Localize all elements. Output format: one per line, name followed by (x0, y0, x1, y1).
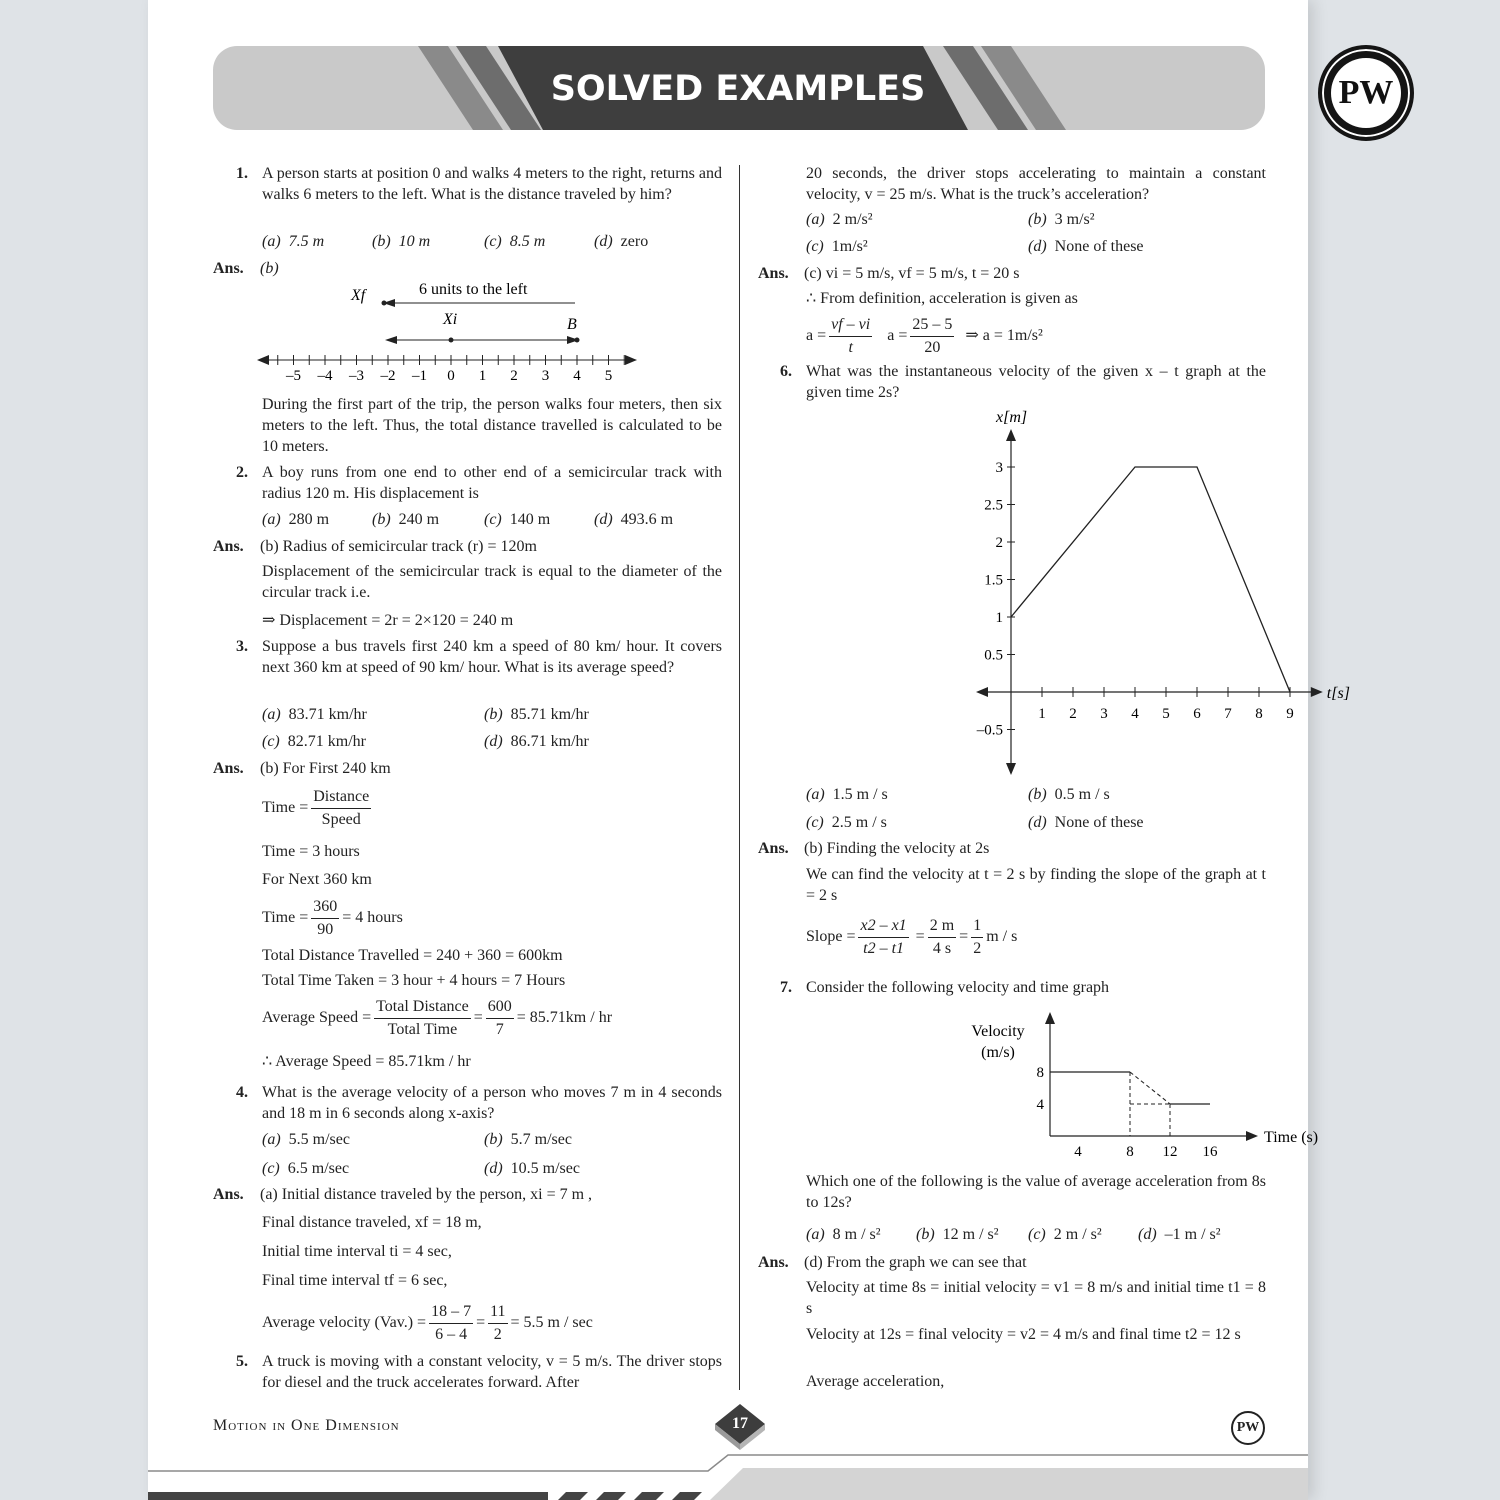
q6-x-tick-label: 9 (1286, 706, 1294, 722)
q7-x-tick-label: 12 (1162, 1144, 1178, 1160)
q7-option-b: (b) 12 m / s² (916, 1226, 999, 1243)
q1-text: A person starts at position 0 and walks 4 meters to the right, returns and walks 6 meters to the left. What is the distance traveled by him? (262, 165, 722, 203)
header-title: SOLVED EXAMPLES (550, 69, 926, 109)
q1-number: 1. (236, 165, 248, 182)
q5-def: ∴ From definition, acceleration is given as (806, 290, 1078, 307)
q7-x-tick-label: 16 (1202, 1144, 1218, 1160)
q6-x-tick-label: 8 (1255, 706, 1263, 722)
q1-tick-label: 4 (573, 368, 581, 384)
q3-ans: (b) For First 240 km (260, 760, 391, 777)
q1-tick-label: 0 (447, 368, 455, 384)
q7-y-label-line2: (m/s) (981, 1044, 1015, 1061)
q6-x-axis-arrow-right (1311, 687, 1323, 697)
q7-ans-label: Ans. (758, 1254, 789, 1271)
footer-decoration (148, 1440, 1308, 1500)
q7-line2: Velocity at 12s = final velocity = v2 = 4 m/s and final time t2 = 12 s (806, 1326, 1241, 1343)
textbook-page (148, 0, 1350, 1500)
q7-number: 7. (780, 979, 792, 996)
q7-x-label: Time (s) (1264, 1129, 1319, 1146)
q6-number: 6. (780, 363, 792, 380)
q6-ans-label: Ans. (758, 840, 789, 857)
q6-x-tick-label: 7 (1224, 706, 1232, 722)
q1-option-b: (b) 10 m (372, 233, 431, 250)
q4-line3: Final time interval tf = 6 sec, (262, 1272, 448, 1289)
q2-explain: Displacement of the semicircular track is equal to the diameter of the circular track i.e. (262, 563, 722, 601)
q7-line3: Average acceleration, (806, 1373, 945, 1390)
q7-x-tick-label: 8 (1126, 1144, 1134, 1160)
q1-fig-b: B (567, 316, 577, 333)
q1-tick-label: 2 (510, 368, 518, 384)
q2-text: A boy runs from one end to other end of a semicircular track with radius 120 m. His displacement is (262, 464, 722, 502)
q6-explain: We can find the velocity at t = 2 s by finding the slope of the graph at t = 2 s (806, 866, 1266, 904)
q6-y-tick-label: 1.5 (984, 572, 1003, 589)
q1-number-line-figure (253, 275, 653, 390)
q1-option-c: (c) 8.5 m (484, 233, 546, 250)
q7-y-axis-arrow (1045, 1012, 1055, 1024)
q4-option-a: (a) 5.5 m/sec (262, 1131, 350, 1148)
q5-ans-label: Ans. (758, 265, 789, 282)
q2-option-b: (b) 240 m (372, 511, 440, 528)
q6-y-axis-arrow-down (1006, 763, 1016, 775)
q6-y-tick-label: 2.5 (984, 497, 1003, 514)
q3-text: Suppose a bus travels first 240 km a speed of 80 km/ hour. It covers next 360 km at speed of 90 km/ hour. What is its average speed? (262, 638, 722, 676)
q5-option-c: (c) 1m/s² (806, 238, 868, 255)
q5-ans: (c) vi = 5 m/s, vf = 5 m/s, t = 20 s (804, 265, 1020, 282)
q3-final: ∴ Average Speed = 85.71km / hr (262, 1053, 471, 1070)
q7-option-d: (d) –1 m / s² (1138, 1226, 1221, 1243)
q2-number: 2. (236, 464, 248, 481)
q6-x-tick-label: 4 (1131, 706, 1139, 722)
q5-option-a: (a) 2 m/s² (806, 211, 873, 228)
q3-time2-formula: Time = $\frac{360}{90}$ = 4 hours (262, 898, 403, 938)
footer-chapter: Motion in One Dimension (213, 1417, 400, 1434)
q6-x-label: t[s] (1326, 685, 1350, 702)
q6-y-label: x[m] (996, 409, 1028, 426)
q1-option-d: (d) zero (594, 233, 649, 250)
q3-number: 3. (236, 638, 248, 655)
q5-option-b: (b) 3 m/s² (1028, 211, 1095, 228)
q3-total-dist: Total Distance Travelled = 240 + 360 = 600km (262, 947, 563, 964)
q4-option-c: (c) 6.5 m/sec (262, 1160, 350, 1177)
q7-y-label-line1: Velocity (971, 1023, 1025, 1040)
q2-option-a: (a) 280 m (262, 511, 330, 528)
q1-explain: During the first part of the trip, the person walks four meters, then six meters to the left. Thus, the total distance travelled is calculated to be 10 meters. (262, 396, 722, 455)
q6-xt-graph (818, 400, 1350, 775)
q4-ans-label: Ans. (213, 1186, 244, 1203)
q6-option-b: (b) 0.5 m / s (1028, 786, 1110, 803)
footer-page-number: 17 (732, 1415, 748, 1432)
q2-result: ⇒ Displacement = 2r = 2×120 = 240 m (262, 612, 514, 629)
q1-ans: (b) (260, 260, 279, 277)
q3-option-a: (a) 83.71 km/hr (262, 706, 367, 723)
q1-fig-xf: Xf (351, 287, 366, 304)
q5-text-part2: 20 seconds, the driver stops accelerating to maintain a constant velocity, v = 25 m/s. What is the truck’s acceleration? (806, 165, 1266, 203)
q3-option-b: (b) 85.71 km/hr (484, 706, 589, 723)
q4-number: 4. (236, 1084, 248, 1101)
q1-tick-label: 3 (541, 368, 550, 384)
q6-x-tick-label: 2 (1069, 706, 1077, 722)
q1-tick-label: 5 (604, 368, 613, 384)
q4-text: What is the average velocity of a person who moves 7 m in 4 seconds and 18 m in 6 seconds along x-axis? (262, 1084, 722, 1122)
q6-y-tick-label: 3 (995, 460, 1003, 476)
q5-number: 5. (236, 1353, 248, 1370)
q3-time1: Time = 3 hours (262, 843, 360, 860)
q4-ans: (a) Initial distance traveled by the person, xi = 7 m , (260, 1186, 593, 1203)
q7-y-tick-label: 8 (1036, 1065, 1044, 1081)
q3-option-c: (c) 82.71 km/hr (262, 733, 366, 750)
q5-acc-formula: a = $\frac{vf - vi}{t}$ a = $\frac{25 - 5}{20}$ ⇒ a = 1m/s² (806, 316, 1043, 356)
q1-ans-label: Ans. (213, 260, 244, 277)
q1-tick-label: –2 (380, 368, 396, 384)
footer-logo: PW (1231, 1411, 1265, 1445)
q1-tick-label: –5 (286, 368, 301, 384)
q1-fig-label-top: 6 units to the left (419, 281, 528, 298)
q4-line1: Final distance traveled, xf = 18 m, (262, 1214, 482, 1231)
q2-ans-label: Ans. (213, 538, 244, 555)
q1-tick-label: –1 (412, 368, 427, 384)
q1-tick-label: –4 (317, 368, 333, 384)
q7-x-tick-label: 4 (1074, 1144, 1082, 1160)
q4-line2: Initial time interval ti = 4 sec, (262, 1243, 452, 1260)
q6-option-d: (d) None of these (1028, 814, 1144, 831)
pw-logo-text: PW (1331, 58, 1401, 128)
q1-tick-label: 1 (478, 368, 487, 384)
q3-option-d: (d) 86.71 km/hr (484, 733, 589, 750)
q5-text-part1: A truck is moving with a constant velocity, v = 5 m/s. The driver stops for diesel and the truck accelerates forward. After (262, 1353, 722, 1391)
q6-option-c: (c) 2.5 m / s (806, 814, 887, 831)
q6-x-tick-label: 6 (1193, 706, 1201, 722)
q1-tick-label: –3 (349, 368, 364, 384)
q7-segment-transition (1130, 1072, 1170, 1104)
q6-ans: (b) Finding the velocity at 2s (804, 840, 990, 857)
q7-line1: Velocity at time 8s = initial velocity = v1 = 8 m/s and initial time t1 = 8 s (806, 1279, 1266, 1317)
q6-y-tick-label: 0.5 (984, 647, 1003, 664)
q2-option-c: (c) 140 m (484, 511, 551, 528)
q1-fig-xi: Xi (443, 311, 458, 328)
q6-y-tick-label: 2 (995, 535, 1003, 551)
q6-x-tick-label: 1 (1038, 706, 1046, 722)
q6-line-series (1011, 467, 1290, 692)
q2-option-d: (d) 493.6 m (594, 511, 674, 528)
q7-text: Consider the following velocity and time graph (806, 979, 1110, 996)
q7-y-tick-label: 4 (1036, 1097, 1044, 1113)
q6-x-tick-label: 5 (1162, 706, 1170, 722)
q6-option-a: (a) 1.5 m / s (806, 786, 888, 803)
q7-ans: (d) From the graph we can see that (804, 1254, 1027, 1271)
q5-option-d: (d) None of these (1028, 238, 1144, 255)
q4-option-d: (d) 10.5 m/sec (484, 1160, 580, 1177)
q6-y-tick-label: –0.5 (976, 722, 1003, 739)
q7-x-axis-arrow (1246, 1131, 1258, 1141)
q6-x-tick-label: 3 (1100, 706, 1108, 722)
q3-total-time: Total Time Taken = 3 hour + 4 hours = 7 Hours (262, 972, 566, 989)
q3-ans-label: Ans. (213, 760, 244, 777)
column-divider (739, 165, 740, 1390)
q6-slope-formula: Slope = $\frac{x2 - x1}{t2 - t1}$ = $\frac{2 m}{4 s}$ = $\frac{1}{2}$ m / s (806, 917, 1018, 957)
q3-avg-formula: Average Speed = $\frac{\text{Total Distance}}{\text{Total Time}}$ = $\frac{600}{7}$ = 85.71km / hr (262, 998, 613, 1038)
q6-y-tick-label: 1 (995, 610, 1003, 626)
q1-option-a: (a) 7.5 m (262, 233, 325, 250)
q3-time-formula: Time = $\frac{\text{Distance}}{\text{Speed}}$ (262, 788, 370, 828)
q6-y-axis-arrow-up (1006, 429, 1016, 441)
q4-option-b: (b) 5.7 m/sec (484, 1131, 572, 1148)
q2-ans: (b) Radius of semicircular track (r) = 120m (260, 538, 537, 555)
pw-logo (1318, 45, 1414, 141)
q6-text: What was the instantaneous velocity of the given x – t graph at the given time 2s? (806, 363, 1266, 401)
q7-question: Which one of the following is the value of average acceleration from 8s to 12s? (806, 1173, 1266, 1211)
q3-next: For Next 360 km (262, 871, 372, 888)
q6-x-axis-arrow-left (976, 687, 988, 697)
q7-vt-graph (808, 1005, 1319, 1170)
q4-avg-formula: Average velocity (Vav.) = $\frac{18 - 7}{6 - 4}$ = $\frac{11}{2}$ = 5.5 m / sec (262, 1303, 593, 1343)
q7-option-a: (a) 8 m / s² (806, 1226, 881, 1243)
q7-option-c: (c) 2 m / s² (1028, 1226, 1102, 1243)
